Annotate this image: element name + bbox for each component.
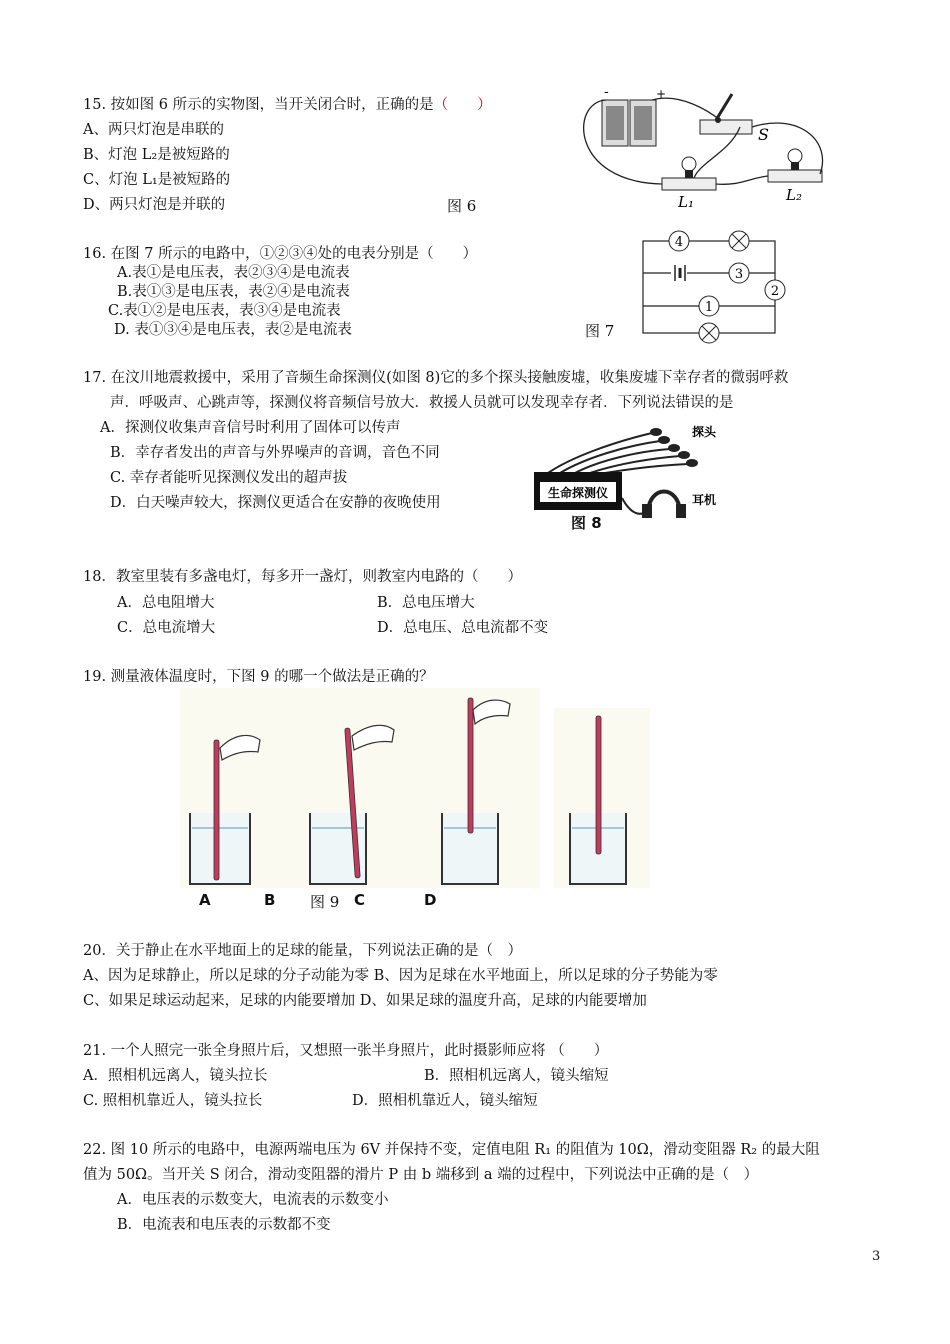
- q20-options-line1: A、因为足球静止，所以足球的分子动能为零 B、因为足球在水平地面上，所以足球的分子势能为零: [83, 968, 718, 984]
- q17-stem-line1: 17. 在汶川地震救援中，采用了音频生命探测仪(如图 8)它的多个探头接触废墟，收集废墟下幸存者的微弱呼救: [83, 370, 789, 386]
- page-number: 3: [872, 1249, 881, 1264]
- lamp-l1-label: L₁: [678, 193, 694, 211]
- q21-stem: 21. 一个人照完一张全身照片后，又想照一张半身照片，此时摄影师应将 （ ）: [83, 1043, 609, 1059]
- q18-option-a: A．总电阻增大: [117, 595, 215, 611]
- figure-6-caption: 图 6: [447, 197, 477, 215]
- meter-2-label: 2: [770, 284, 780, 299]
- q17-option-a: A．探测仪收集声音信号时利用了固体可以传声: [100, 420, 401, 436]
- plus-terminal-label: +: [656, 87, 667, 101]
- q16-stem: 16. 在图 7 所示的电路中，①②③④处的电表分别是（ ）: [83, 246, 478, 262]
- figure-7-caption: 图 7: [585, 322, 615, 340]
- lamp-l2-icon: [768, 149, 822, 182]
- meter-3-label: 3: [734, 267, 744, 282]
- q19-stem: 19. 测量液体温度时，下图 9 的哪一个做法是正确的？: [83, 669, 434, 685]
- battery-symbol-icon: [671, 264, 687, 282]
- meter-1-label: 1: [704, 300, 714, 315]
- q18-option-c: C．总电流增大: [117, 620, 216, 636]
- q21-option-a: A．照相机远离人，镜头拉长: [83, 1068, 268, 1084]
- q16-option-c: C.表①②是电压表，表③④是电流表: [108, 303, 341, 319]
- q22-option-a: A．电压表的示数变大，电流表的示数变小: [117, 1192, 389, 1208]
- figure-9-label-b: B: [264, 891, 276, 909]
- q22-stem-line1: 22. 图 10 所示的电路中，电源两端电压为 6V 并保持不变，定值电阻 R₁ 的阻值为 10Ω，滑动变阻器 R₂ 的最大阻: [83, 1142, 820, 1158]
- q22-option-b: B．电流表和电压表的示数都不变: [117, 1217, 331, 1233]
- probe-icon: [650, 428, 698, 467]
- earphone-icon: [642, 492, 686, 519]
- figure-8-caption: 图 8: [571, 514, 602, 532]
- figure-9-label-a: A: [199, 891, 211, 909]
- q15-answer-paren: （ ）: [433, 97, 492, 113]
- battery-icon: [602, 100, 656, 146]
- q22-stem-line2: 值为 50Ω。当开关 S 闭合，滑动变阻器的滑片 P 由 b 端移到 a 端的过程中，下列说法中正确的是（ ）: [83, 1167, 759, 1183]
- figure-9-label-c: C: [354, 891, 366, 909]
- q15-option-b: B、灯泡 L₂是被短路的: [83, 147, 230, 163]
- figure-8-detector: [530, 418, 740, 530]
- q15-option-c: C、灯泡 L₁是被短路的: [83, 172, 231, 188]
- q21-option-b: B．照相机远离人，镜头缩短: [424, 1068, 609, 1084]
- q15-option-d: D、两只灯泡是并联的: [83, 197, 226, 213]
- meter-4-label: 4: [674, 235, 684, 250]
- q17-stem-line2: 声．呼吸声、心跳声等，探测仪将音频信号放大．救援人员就可以发现幸存者．下列说法错误的是: [110, 395, 734, 411]
- q18-stem: 18．教室里装有多盏电灯，每多开一盏灯，则教室内电路的（ ）: [83, 569, 522, 585]
- figure-9-caption: 图 9: [310, 893, 340, 911]
- q20-stem: 20．关于静止在水平地面上的足球的能量，下列说法正确的是（ ）: [83, 943, 522, 959]
- q17-option-b: B．幸存者发出的声音与外界噪声的音调，音色不同: [110, 445, 440, 461]
- device-label: 生命探测仪: [547, 486, 609, 500]
- q15-stem: 15. 按如图 6 所示的实物图，当开关闭合时，正确的是（ ）: [83, 97, 492, 113]
- q17-option-d: D．白天噪声较大，探测仪更适合在安静的夜晚使用: [110, 495, 441, 511]
- q21-option-c: C. 照相机靠近人，镜头拉长: [83, 1093, 263, 1109]
- switch-label: S: [758, 125, 769, 144]
- minus-terminal-label: -: [604, 84, 609, 100]
- figure-6-circuit: [570, 82, 840, 212]
- q16-option-a: A.表①是电压表，表②③④是电流表: [117, 265, 350, 281]
- earphone-label: 耳机: [692, 493, 717, 507]
- q18-option-b: B．总电压增大: [377, 595, 475, 611]
- q17-option-c: C. 幸存者能听见探测仪发出的超声拔: [110, 470, 348, 486]
- q18-option-d: D．总电压、总电流都不变: [377, 620, 549, 636]
- q21-option-d: D．照相机靠近人，镜头缩短: [352, 1093, 538, 1109]
- figure-7-circuit: [635, 226, 795, 348]
- figure-9-label-d: D: [424, 891, 437, 909]
- lamp-bottom-icon: [699, 323, 719, 343]
- q16-option-d: D. 表①③④是电压表，表②是电流表: [114, 322, 352, 338]
- q15-option-a: A、两只灯泡是串联的: [83, 122, 224, 138]
- switch-icon: [700, 94, 752, 134]
- q16-option-b: B.表①③是电压表，表②④是电流表: [117, 284, 350, 300]
- lamp-top-icon: [729, 231, 749, 251]
- q20-options-line2: C、如果足球运动起来，足球的内能要增加 D、如果足球的温度升高，足球的内能要增加: [83, 993, 647, 1009]
- probe-label: 探头: [692, 425, 717, 439]
- lamp-l2-label: L₂: [786, 186, 802, 204]
- figure-9-thermometers: [180, 688, 650, 888]
